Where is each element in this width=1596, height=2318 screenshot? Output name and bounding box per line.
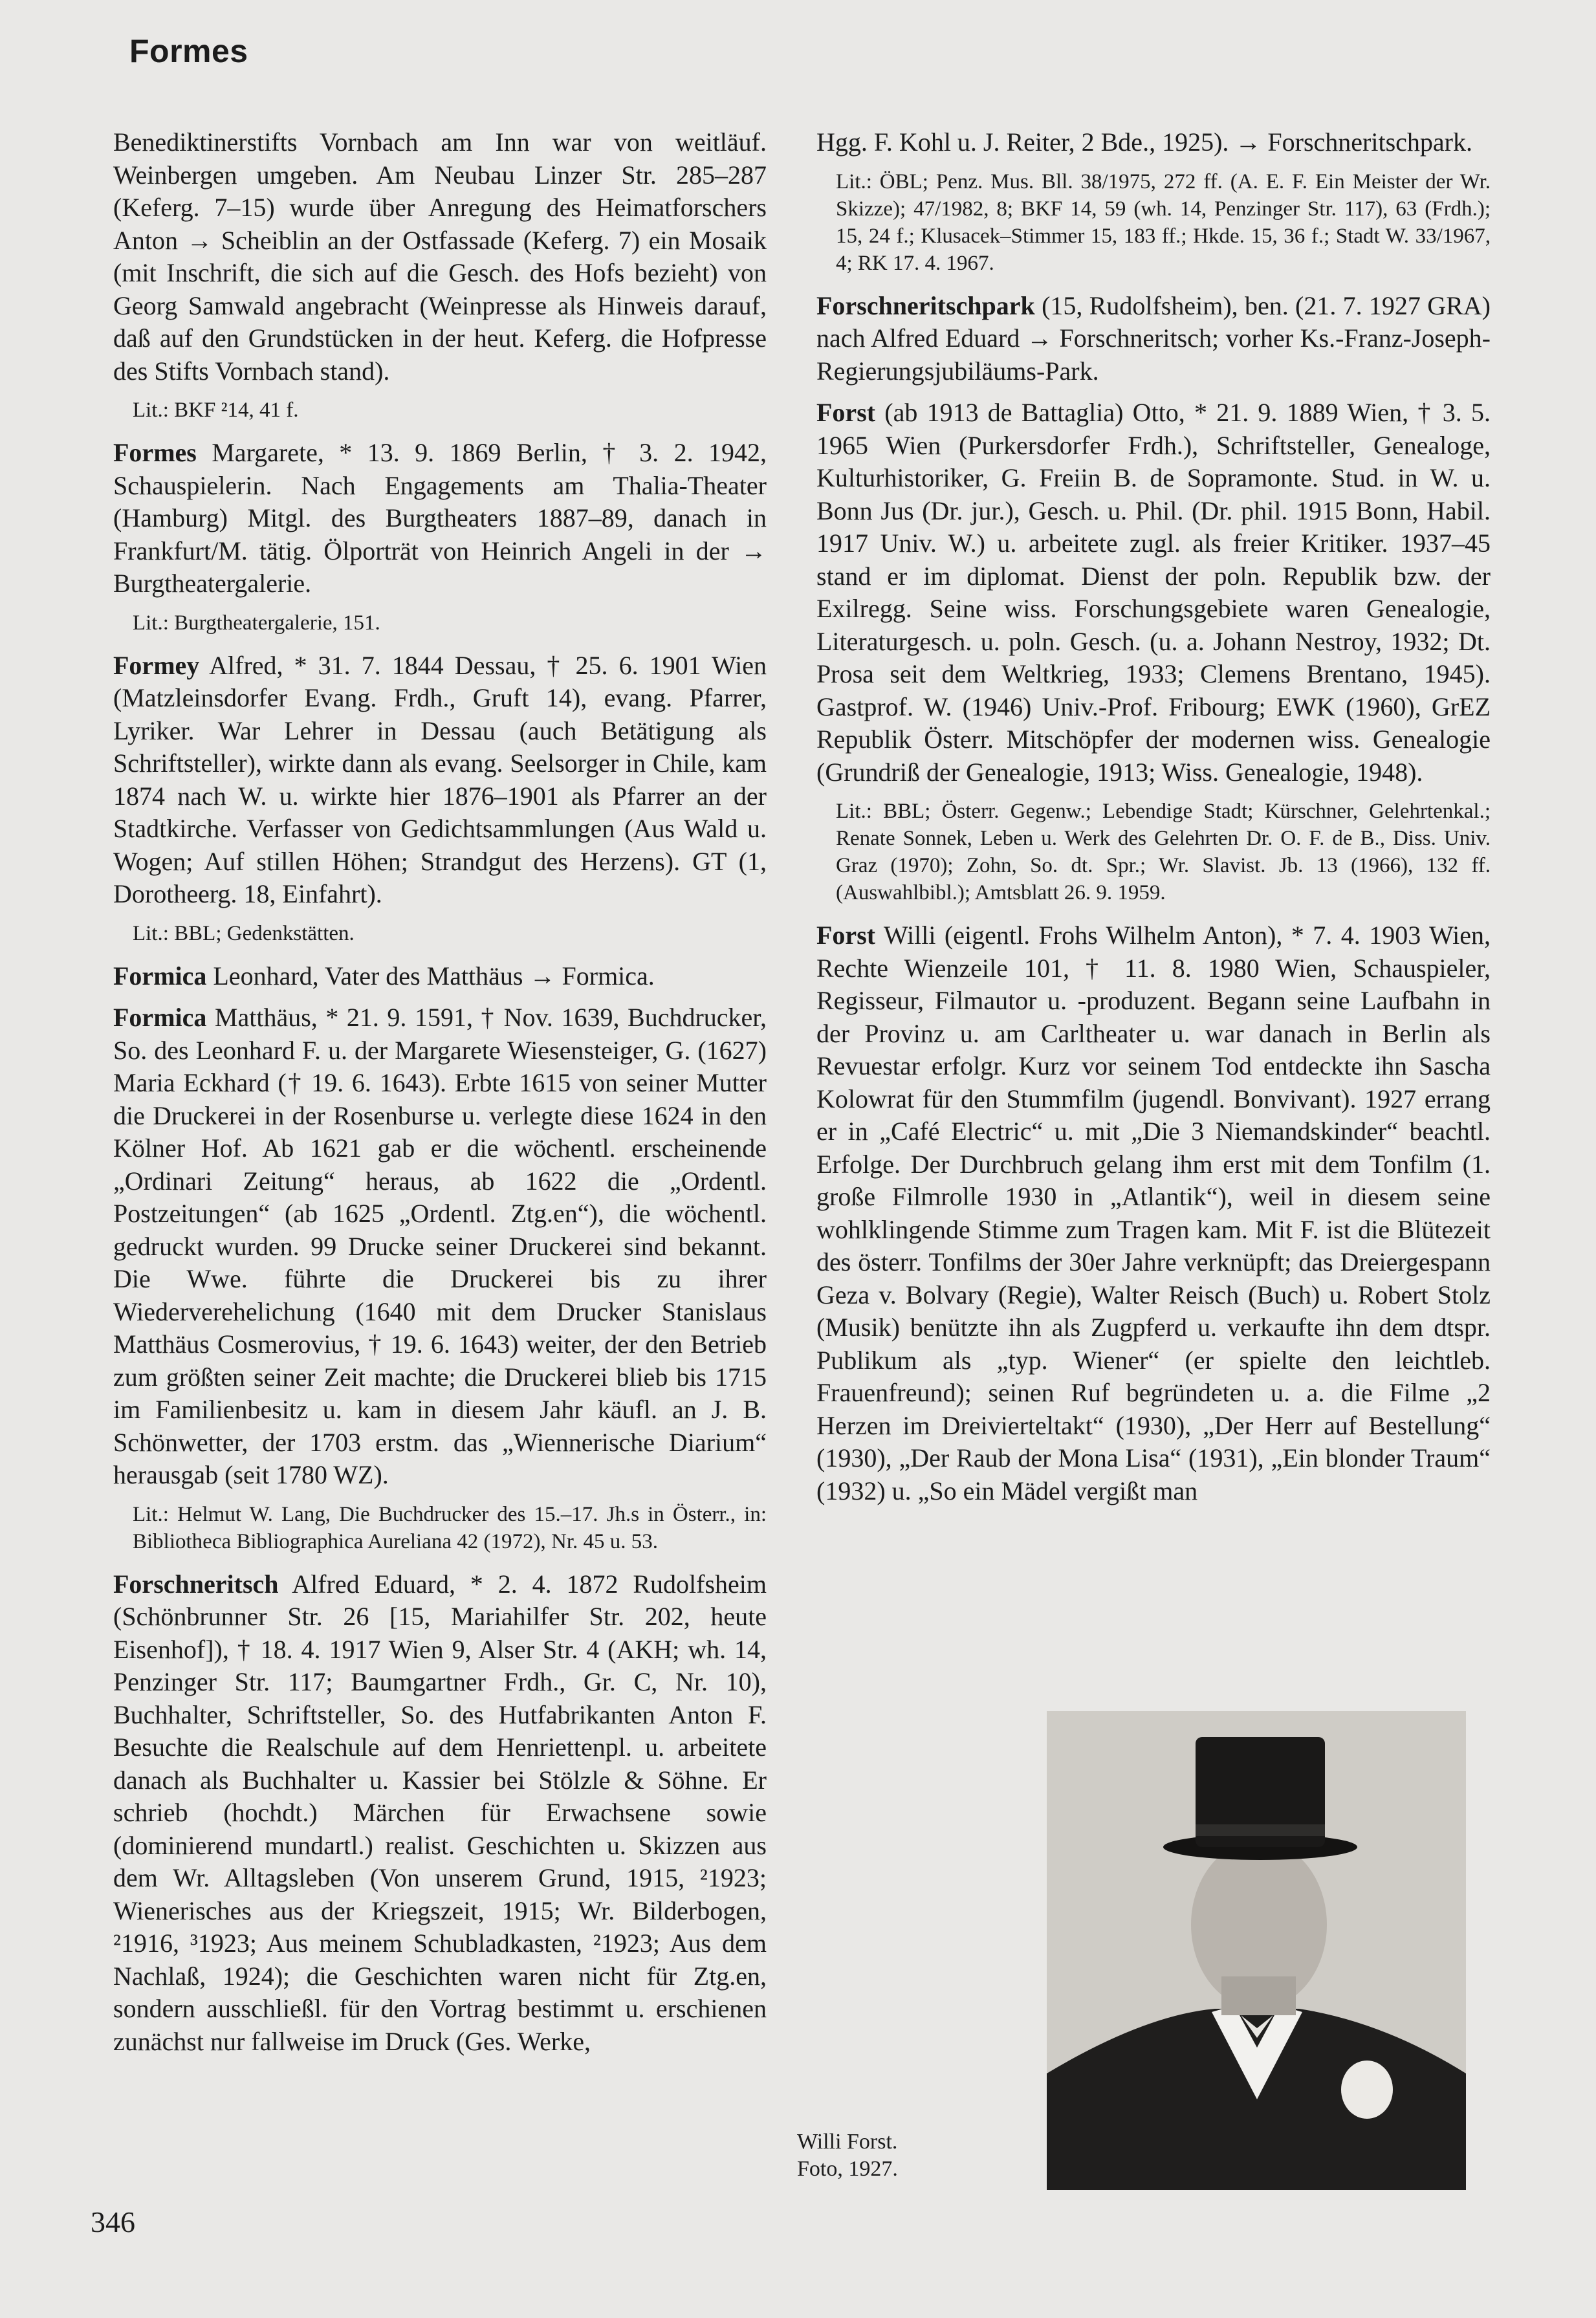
page-number: 346 <box>91 2205 135 2238</box>
entry-text: Alfred Eduard, * 2. 4. 1872 Rudolfsheim (Schönbrunner Str. 26 [15, Mariahilfer Str. 202, heute Eisenhof]), † 18. 4. 1917 Wien 9, Alser Str. 4 (AKH; wh. 14, Penzinger Str. 117; Baumgartner Frdh., Gr. C, Nr. 10), Buchhalter, Schriftsteller, So. des Hutfabrikanten Anton F. Besuchte die Realschule auf dem Henriettenpl. u. arbeitete danach als Buchhalter u. Kassier bei Stölzle & Söhne. Er schrieb (hochdt.) Märchen für Erwachsene sowie (dominierend mundartl.) realist. Geschichten u. Skizzen aus dem Wr. Alltagsleben (Von unserem Grund, 1915, ²1923; Wienerisches aus der Kriegszeit, 1915; Wr. Bilderbogen, ²1916, ³1923; Aus meinem Schubladkasten, ²1923; Aus dem Nachlaß, 1924); die Geschichten waren nicht für Ztg.en, sondern ausschließl. für den Vortrag bestimmt u. erschienen zunächst nur fallweise im Druck (Ges. Werke, <box>113 1569 767 2056</box>
entry-text: Willi (eigentl. Frohs Wilhelm Anton), * 7. 4. 1903 Wien, Rechte Wienzeile 101, † 11. 8. 1980 Wien, Schauspieler, Regisseur, Filmautor u. -produzent. Begann seine Laufbahn in der Provinz u. am Carltheater u. war danach in Berlin als Revuestar erfolgr. Kurz vor seinem Tod entdeckte ihn Sascha Kolowrat für den Stummfilm (jugendl. Bonvivant). 1927 errang er in „Café Electric“ u. mit „Die 3 Niemandskinder“ beachtl. Erfolge. Der Durchbruch gelang ihm erst mit dem Tonfilm (1. große Filmrolle 1930 in „Atlantik“), weil in diesem seine wohlklingende Stimme zum Tragen kam. Mit F. ist die Blütezeit des österr. Tonfilms der 30er Jahre verknüpft; das Dreiergespann Geza v. Bolvary (Regie), Walter Reisch (Buch) u. Robert Stolz (Musik) benützte ihn als Zugpferd u. verkaufte ihn dem dtspr. Publikum als „typ. Wiener“ (er spielte den leichtleb. Frauenfreund); seinen Ruf begründeten u. a. die Filme „2 Herzen im Dreivierteltakt“ (1930), „Der Herr auf Bestellung“ (1930), „Der Raub der Mona Lisa“ (1931), „Ein blonder Traum“ (1932) u. „So ein Mädel vergißt man <box>816 921 1491 1505</box>
headword: Forst <box>816 398 876 427</box>
entry-formica-matthaeus <box>113 1001 767 1492</box>
headword: Forst <box>816 921 876 950</box>
caption-line-2: Foto, 1927. <box>797 2157 898 2181</box>
entry-text: (ab 1913 de Battaglia) Otto, * 21. 9. 1889 Wien, † 3. 5. 1965 Wien (Purkersdorfer Frdh.), Schriftsteller, Genealoge, Kulturhistoriker, G. Freiin B. de Sopramonte. Stud. in W. u. Bonn Jus (Dr. jur.), Gesch. u. Phil. (Dr. phil. 1915 Bonn, Habil. 1917 Univ. W.) u. arbeitete zugl. als freier Kritiker. 1937–45 stand er im diplomat. Dienst der poln. Republik bzw. der Exilregg. Seine wiss. Forschungsgebiete waren Genealogie, Literaturgesch. u. poln. Gesch. (u. a. Johann Nestroy, 1932; Dt. Prosa seit dem Weltkrieg, 1933; Clemens Brentano, 1945). Gastprof. W. (1946) Univ.-Prof. Fribourg; EWK (1960), GrEZ Republik Österr. Mitschöpfer der modernen wiss. Genealogie (Grundriß der Genealogie, 1913; Wiss. Genealogie, 1948). <box>816 398 1491 787</box>
entry-text: Alfred, * 31. 7. 1844 Dessau, † 25. 6. 1901 Wien (Matzleinsdorfer Evang. Frdh., Gruft 14), evang. Pfarrer, Lyriker. War Lehrer in Dessau (auch Betätigung als Schriftsteller), wirkte dann als evang. Seelsorger in Chile, kam 1874 nach W. u. wirkte hier 1876–1901 als Pfarrer an der Stadtkirche. Verfasser von Gedichtsammlungen (Aus Wald u. Wogen; Auf stillen Höhen; Strandgut des Herzens). GT (1, Dorotheerg. 18, Einfahrt). <box>113 650 767 908</box>
right-column <box>816 126 1491 1516</box>
photo-caption <box>797 2128 898 2183</box>
headword: Forschneritsch <box>113 1569 279 1599</box>
headword: Formes <box>113 438 197 467</box>
entry-continuation: Hgg. F. Kohl u. J. Reiter, 2 Bde., 1925). → Forschneritschpark. <box>816 127 1472 157</box>
neck-shape <box>1221 1976 1296 2015</box>
entry-forst-otto <box>816 397 1491 789</box>
left-column <box>113 126 767 2067</box>
entry-text: Matthäus, * 21. 9. 1591, † Nov. 1639, Buchdrucker, So. des Leonhard F. u. der Margarete Wiesensteiger, G. (1627) Maria Eckhard († 19. 6. 1643). Erbte 1615 von seiner Mutter die Druckerei in der Rosenburse u. verlegte diese 1624 in den Kölner Hof. Ab 1621 gab er die wöchentl. erscheinende „Ordinari Zeitung“ heraus, ab 1622 die „Ordentl. Postzeitungen“ (ab 1625 „Ordentl. Ztg.en“), die wöchentl. gedruckt wurden. 99 Drucke seiner Druckerei sind bekannt. Die Wwe. führte die Druckerei bis zu ihrer Wiederverehelichung (1640 mit dem Drucker Stanislaus Matthäus Cosmerovius, † 19. 6. 1643) weiter, der den Betrieb zum größten seiner Zeit machte; die Druckerei blieb bis 1715 im Familienbesitz u. kam in diesem Jahr käufl. an J. B. Schönwetter, der 1703 erstm. das „Wiennerische Diarium“ herausgab (seit 1780 WZ). <box>113 1003 767 1489</box>
boutonniere-shape <box>1341 2061 1393 2119</box>
headword: Formica <box>113 961 207 990</box>
headword: Formica <box>113 1003 207 1032</box>
headword: Formey <box>113 650 200 680</box>
entry-forst-willi <box>816 919 1491 1507</box>
literature-note: Lit.: BBL; Gedenkstätten. <box>133 921 355 945</box>
entry-formica-leonhard <box>113 960 767 993</box>
running-head: Formes <box>129 33 248 69</box>
hat-band-shape <box>1196 1824 1325 1836</box>
entry-formey-alfred <box>113 650 767 911</box>
portrait-photo <box>1047 1711 1466 2190</box>
caption-line-1: Willi Forst. <box>797 2130 898 2154</box>
headword: Forschneritschpark <box>816 290 1035 320</box>
literature-note: Lit.: Burgtheatergalerie, 151. <box>133 611 380 635</box>
literature-note: Lit.: BKF ²14, 41 f. <box>133 399 299 422</box>
entry-text: (15, Rudolfsheim), ben. (21. 7. 1927 GRA) nach Alfred Eduard → Forschneritsch; vorher Ks.-Franz-Joseph-Regierungsjubiläums-Park. <box>816 290 1491 386</box>
entry-formes-margarete <box>113 437 767 600</box>
literature-note: Lit.: BBL; Österr. Gegenw.; Lebendige Stadt; Kürschner, Gelehrtenkal.; Renate Sonnek, Leben u. Werk des Gelehrten Dr. O. F. de B., Diss. Univ. Graz (1970); Zohn, So. dt. Spr.; Wr. Slavist. Jb. 13 (1966), 132 ff. (Auswahlbibl.); Amtsblatt 26. 9. 1959. <box>836 800 1491 904</box>
entry-text: Margarete, * 13. 9. 1869 Berlin, † 3. 2. 1942, Schauspielerin. Nach Engagements am Thalia-Theater (Hamburg) Mitgl. des Burgtheaters 1887–89, danach in Frankfurt/M. tätig. Ölporträt von Heinrich Angeli in der → Burgtheatergalerie. <box>113 438 767 598</box>
entry-forschneritsch-alfred <box>113 1568 767 2059</box>
entry-forschneritschpark <box>816 290 1491 388</box>
entry-continuation: Benediktinerstifts Vornbach am Inn war von weitläuf. Weinbergen umgeben. Am Neubau Linzer Str. 285–287 (Keferg. 7–15) wurde über Anregung des Heimatforschers Anton → Scheiblin an der Ostfassade (Keferg. 7) ein Mosaik (mit Inschrift, die sich auf die Gesch. des Hofs bezieht) von Georg Samwald angebracht (Weinpresse als Hinweis darauf, daß auf den Grundstücken in der heut. Keferg. die Hofpresse des Stifts Vornbach stand). <box>113 127 767 386</box>
portrait-illustration <box>1047 1711 1466 2190</box>
entry-text: Leonhard, Vater des Matthäus → Formica. <box>206 961 655 990</box>
literature-note: Lit.: Helmut W. Lang, Die Buchdrucker des 15.–17. Jh.s in Österr., in: Bibliotheca Bibliographica Aureliana 42 (1972), Nr. 45 u. 53. <box>133 1502 767 1553</box>
literature-note: Lit.: ÖBL; Penz. Mus. Bll. 38/1975, 272 ff. (A. E. F. Ein Meister der Wr. Skizze); 47/1982, 8; BKF 14, 59 (wh. 14, Penzinger Str. 117), 63 (Frdh.); 15, 24 f.; Klusacek–Stimmer 15, 183 ff.; Hkde. 15, 36 f.; Stadt W. 33/1967, 4; RK 17. 4. 1967. <box>836 169 1491 275</box>
